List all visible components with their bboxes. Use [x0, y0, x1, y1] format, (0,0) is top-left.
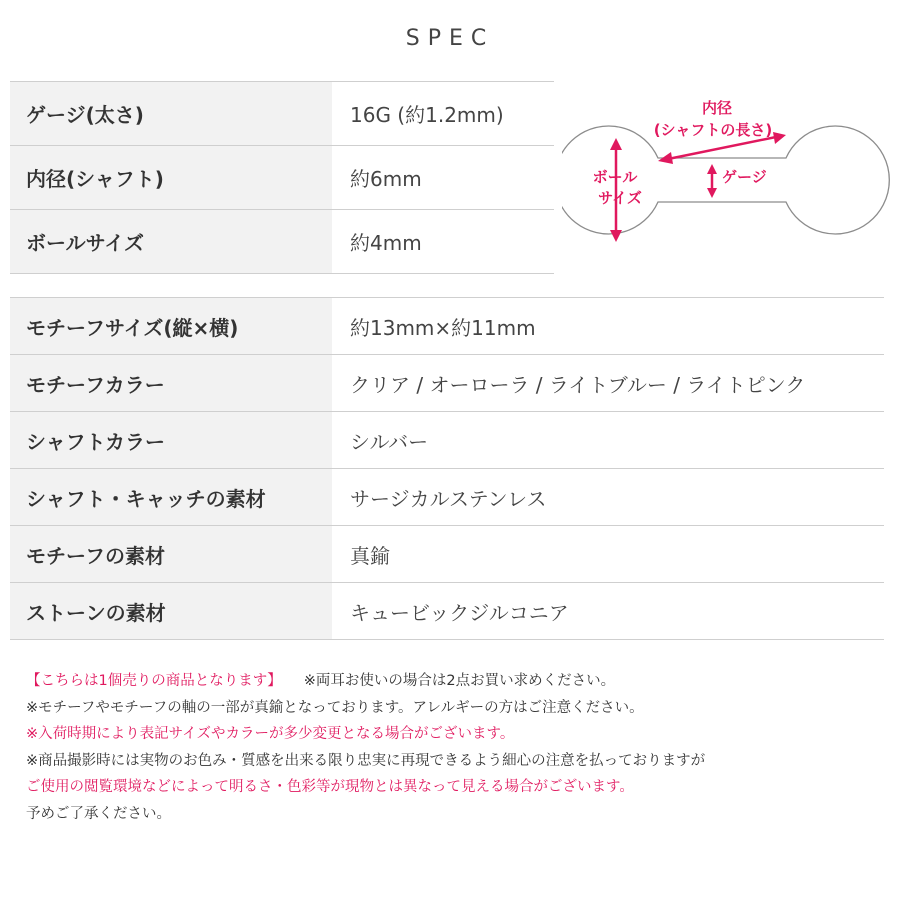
spec-table-basic — [10, 81, 554, 274]
table-row — [10, 412, 884, 469]
photo-note: ※商品撮影時には実物のお色み・質感を出来る限り忠実に再現できるよう細心の注意を払っておりますが — [26, 752, 706, 769]
table-row — [10, 355, 884, 412]
pair-note: ※両耳お使いの場合は2点お買い求めください。 — [303, 673, 616, 689]
table-row — [10, 583, 884, 640]
understand-note: 予めご了承ください。 — [26, 805, 171, 822]
spec-label: ゲージ(太さ) — [10, 82, 332, 146]
table-row — [10, 210, 554, 274]
spec-table-detail — [10, 297, 884, 640]
notes — [26, 668, 705, 828]
table-row — [10, 146, 554, 210]
spec-value: 真鍮 — [350, 543, 390, 568]
table-row — [10, 526, 884, 583]
table-row — [10, 469, 884, 526]
table-row — [10, 298, 884, 355]
gauge-label: ゲージ — [722, 168, 767, 186]
spec-value: 約13mm×約11mm — [350, 315, 536, 340]
spec-label: モチーフカラー — [10, 355, 332, 412]
spec-label: シャフトカラー — [10, 412, 332, 469]
change-note: ※入荷時期により表記サイズやカラーが多少変更となる場合がございます。 — [26, 726, 515, 743]
spec-label: 内径(シャフト) — [10, 146, 332, 210]
spec-label: モチーフの素材 — [10, 526, 332, 583]
spec-value: キュービックジルコニア — [350, 600, 569, 625]
spec-value: サージカルステンレス — [350, 486, 547, 511]
spec-value: 約4mm — [350, 231, 422, 255]
spec-value: 約6mm — [350, 167, 422, 191]
shaft-length-label-1: 内径 — [701, 99, 733, 117]
barbell-diagram — [562, 96, 890, 246]
table-row — [10, 82, 554, 146]
ball-size-label-1: ボール — [592, 168, 638, 186]
single-item-note: 【こちらは1個売りの商品となります】 — [26, 673, 282, 689]
brass-note: ※モチーフやモチーフの軸の一部が真鍮となっております。アレルギーの方はご注意ください。 — [26, 699, 644, 716]
environment-note: ご使用の閲覧環境などによって明るさ・色彩等が現物とは異なって見える場合がございます。 — [26, 779, 634, 796]
spec-value: 16G (約1.2mm) — [350, 103, 504, 127]
note-line — [26, 668, 705, 695]
spec-label: ボールサイズ — [10, 210, 332, 274]
spec-value: シルバー — [350, 429, 429, 454]
spec-value: クリア / オーローラ / ライトブルー / ライトピンク — [350, 372, 806, 397]
spec-title: SPEC — [405, 26, 495, 51]
spec-label: シャフト・キャッチの素材 — [10, 469, 332, 526]
shaft-length-label-2: (シャフトの長さ) — [653, 121, 773, 139]
spec-label: モチーフサイズ(縦×横) — [10, 298, 332, 355]
ball-size-label-2: サイズ — [598, 189, 642, 207]
spec-label: ストーンの素材 — [10, 583, 332, 640]
